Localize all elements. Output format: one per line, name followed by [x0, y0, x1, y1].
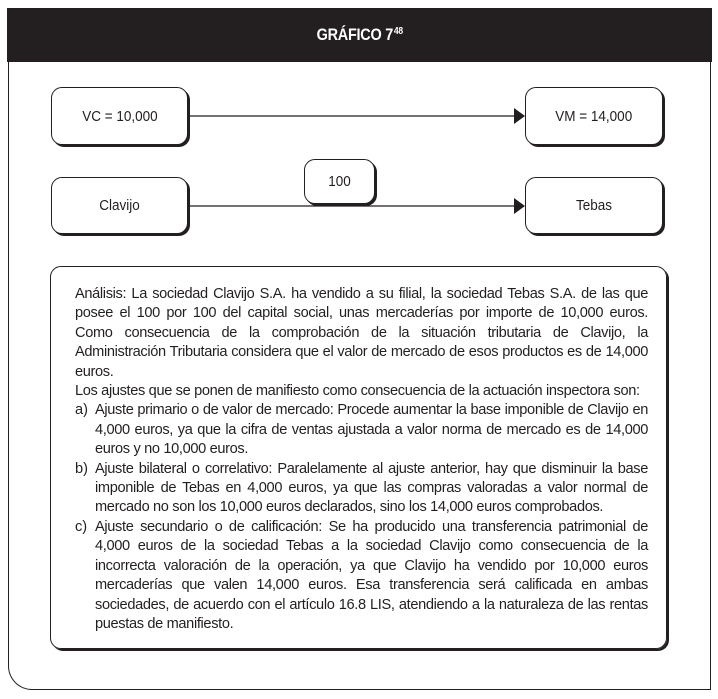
node-clavijo-label: Clavijo	[99, 197, 140, 214]
node-vm-label: VM = 14,000	[555, 107, 633, 125]
figure-header	[7, 8, 712, 62]
adjustment-text: Ajuste secundario o de calificación: Se ha producido una transferencia patrimonial de 4,000 euros de la sociedad Tebas a la sociedad Clavijo como consecuencia de la incorrecta valoración de la operación, ya que Clavijo ha vendido por 10,000 euros mercaderías que valen 14,000 euros. Esa transferencia será calificada en ambas sociedades, de acuerdo con el artículo 16.8 LIS, atendiendo a la naturaleza de las rentas puestas de manifiesto.	[95, 518, 648, 632]
node-valor-mercado	[525, 87, 663, 145]
node-tebas-label: Tebas	[575, 197, 613, 214]
node-valor-contable	[51, 87, 188, 145]
analysis-intro: Análisis: La sociedad Clavijo S.A. ha vendido a su filial, la sociedad Tebas S.A. de las que posee el 100 por 100 del capital social, unas mercaderías por importe de 10,000 euros. Como consecuencia de la comprobación de la situación tributaria de Clavijo, la Administración Tributaria considera que el valor de mercado de esos productos es de 14,000 euros.	[75, 286, 648, 380]
figure-title-text: GRÁFICO 7	[316, 25, 393, 44]
ownership-percentage-badge	[304, 159, 375, 204]
adjustment-label: a)	[75, 402, 88, 419]
adjustment-label: b)	[75, 460, 88, 477]
adjustment-text: Ajuste primario o de valor de mercado: Procede aumentar la base imponible de Clavijo en 4,000 euros, ya que la cifra de ventas ajustada a valor norma de mercado es de 14,000 euros y no 10,000 euros.	[95, 402, 648, 458]
node-clavijo	[51, 177, 188, 234]
adjustment-item	[75, 518, 648, 634]
node-tebas	[525, 177, 663, 234]
node-vc-label: VC = 10,000	[81, 107, 158, 125]
adjustment-text: Ajuste bilateral o correlativo: Paralelamente al ajuste anterior, hay que disminuir la base imponible de Tebas en 4,000 euros, ya que las compras valoradas a valor normal de mercado no son los 10,000 euros declarados, sino los 14,000 euros comprobados.	[95, 460, 648, 516]
adjustment-label: c)	[75, 518, 88, 535]
figure-title	[316, 25, 402, 45]
adjustment-item	[75, 401, 648, 459]
analysis-box	[50, 266, 667, 649]
ownership-percentage-label: 100	[328, 173, 351, 190]
adjustment-item	[75, 460, 648, 518]
analysis-lead: Los ajustes que se ponen de manifiesto como consecuencia de la actuación inspectora son:	[75, 383, 640, 400]
footnote-marker: 48	[393, 26, 403, 37]
